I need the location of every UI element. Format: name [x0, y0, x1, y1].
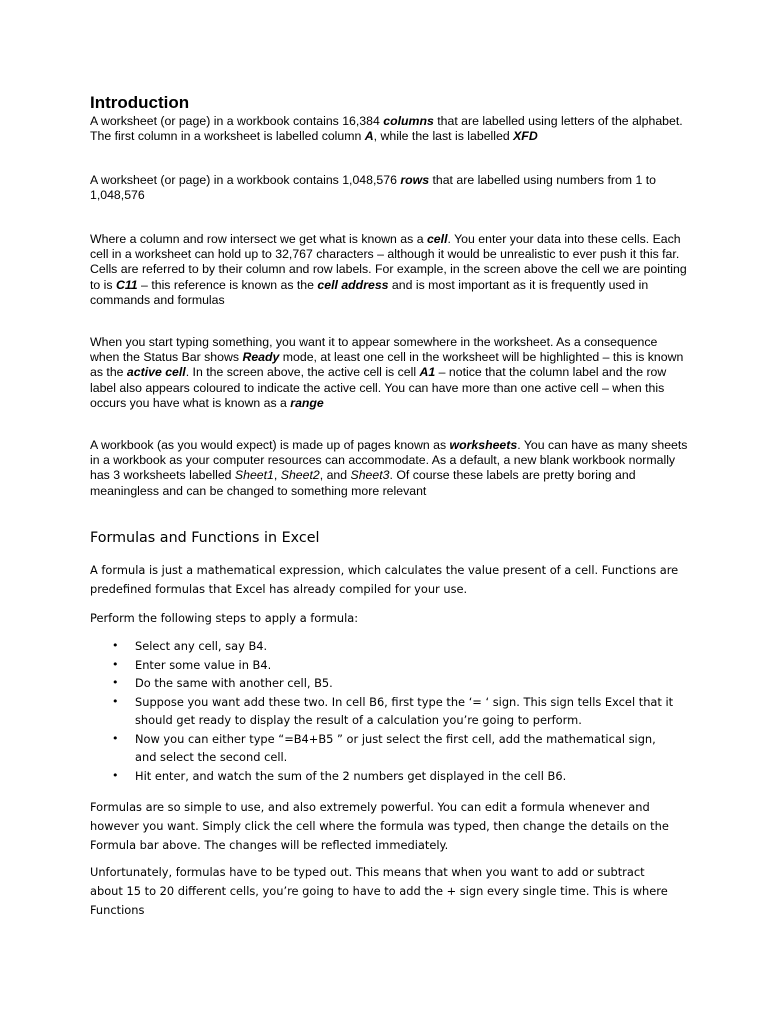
list-item: • Do the same with another cell, B5.: [90, 674, 680, 693]
list-item: • Select any cell, say B4.: [90, 637, 680, 656]
bullet-icon: •: [112, 639, 119, 652]
introduction-heading: Introduction: [90, 93, 190, 112]
bullet-icon: •: [112, 731, 119, 745]
list-item: • Suppose you want add these two. In cell B6, first type the ‘= ‘ sign. This sign tells Excel that it should get ready to display the result of a calculation you’re going to perform.: [112, 694, 674, 727]
list-item: • Now you can either type “=B4+B5 ” or just select the first cell, add the mathematical sign, and select the second cell.: [112, 731, 656, 764]
bullet-icon: •: [112, 768, 119, 782]
paragraph-worksheets: A workbook (as you would expect) is made up of pages known as worksheets. You can have as many sheets in a workbook as your computer resources can accommodate. As a default, a new blank workbook normally has 3 worksheets labelled Sheet1, Sheet2, and Sheet3. Of course these labels are pretty boring and meaningless and can be changed to something more relevant: [90, 438, 688, 498]
paragraph-steps-intro: Perform the following steps to apply a formula:: [90, 611, 359, 625]
paragraph-formula-definition: A formula is just a mathematical expression, which calculates the value present of a cell. Functions are predefined formulas that Excel has already compiled for your use.: [90, 563, 679, 596]
paragraph-formula-editing: Formulas are so simple to use, and also extremely powerful. You can edit a formula whenever and however you want. Simply click the cell where the formula was typed, then change the details on the Formula bar above. The changes will be reflected immediately.: [90, 800, 669, 852]
paragraph-columns: A worksheet (or page) in a workbook contains 16,384 columns that are labelled using letters of the alphabet. The first column in a worksheet is labelled column A, while the last is labelled XFD: [90, 114, 683, 144]
paragraph-functions-intro: Unfortunately, formulas have to be typed out. This means that when you want to add or subtract about 15 to 20 different cells, you’re going to have to add the + sign every single time. This is where Functions: [90, 865, 668, 917]
bullet-icon: •: [112, 694, 119, 708]
bullet-icon: •: [112, 676, 119, 689]
formulas-heading: Formulas and Functions in Excel: [90, 530, 320, 546]
list-item: • Enter some value in B4.: [90, 656, 680, 675]
list-item: • Hit enter, and watch the sum of the 2 numbers get displayed in the cell B6.: [90, 767, 680, 786]
steps-list: [90, 637, 680, 785]
paragraph-cells: Where a column and row intersect we get what is known as a cell. You enter your data into these cells. Each cell in a worksheet can hold up to 32,767 characters – although it would be unrealistic to ever push it this far. Cells are referred to by their column and row labels. For example, in the screen above the cell we are pointing to is C11 – this reference is known as the cell address and is most important as it is frequently used in commands and formulas: [90, 232, 687, 307]
paragraph-active-cell: When you start typing something, you want it to appear somewhere in the worksheet. As a consequence when the Status Bar shows Ready mode, at least one cell in the worksheet will be highlighted – this is known as the active cell. In the screen above, the active cell is cell A1 – notice that the column label and the row label also appears coloured to indicate the active cell. You can have more than one active cell – when this occurs you have what is known as a range: [90, 335, 684, 410]
paragraph-rows: A worksheet (or page) in a workbook contains 1,048,576 rows that are labelled using numbers from 1 to 1,048,576: [90, 173, 656, 203]
bullet-icon: •: [112, 657, 119, 671]
